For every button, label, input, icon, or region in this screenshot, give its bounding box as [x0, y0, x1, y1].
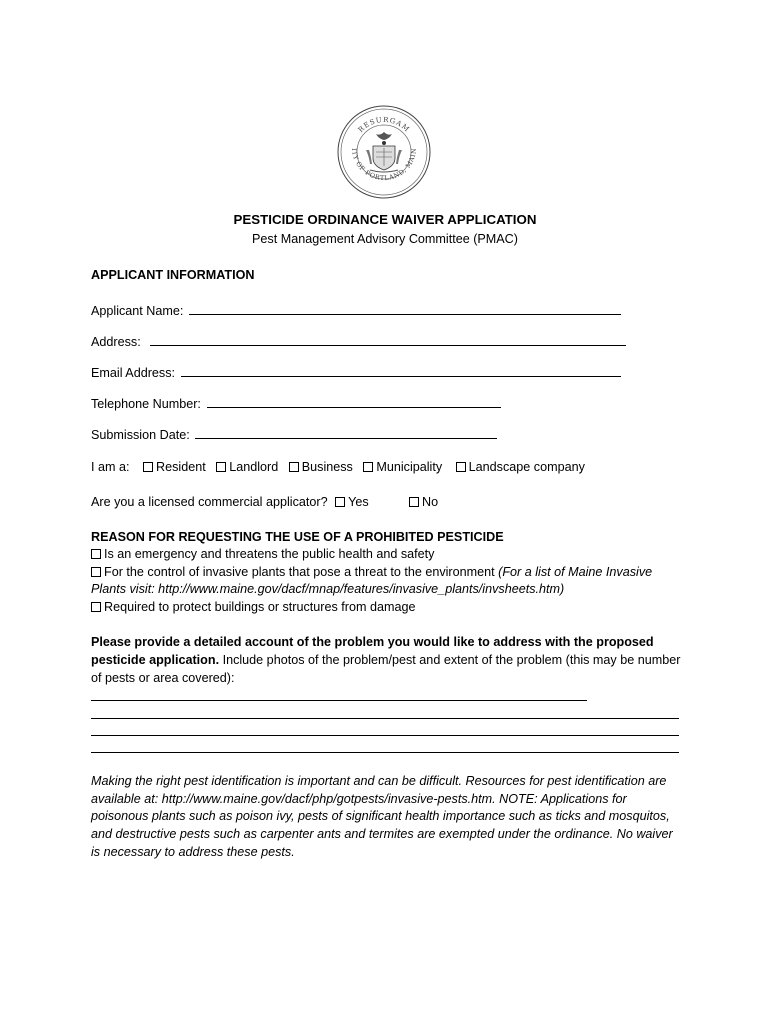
answer-line-2[interactable]	[91, 718, 679, 719]
licensed-no-checkbox[interactable]	[409, 497, 419, 507]
account-prompt-line3: of pests or area covered):	[91, 671, 235, 685]
landscape-company-checkbox[interactable]	[456, 462, 466, 472]
answer-line-3[interactable]	[91, 735, 679, 736]
footer-note-line3: poisonous plants such as poison ivy, pests of significant health importance such as ticks and mosquitos,	[91, 809, 670, 823]
option-landlord[interactable]: Landlord	[216, 460, 278, 474]
seal-icon	[336, 104, 432, 200]
footer-note-line1: Making the right pest identification is important and can be difficult. Resources for pest identification are	[91, 774, 667, 788]
email-row	[91, 365, 621, 380]
telephone-row	[91, 396, 501, 411]
municipality-checkbox[interactable]	[363, 462, 373, 472]
page-title: PESTICIDE ORDINANCE WAIVER APPLICATION	[233, 212, 537, 227]
address-row	[91, 334, 626, 349]
submission-date-label: Submission Date:	[91, 428, 190, 442]
reason-option-structures[interactable]: Required to protect buildings or structures from damage	[91, 600, 416, 614]
applicant-name-field[interactable]	[189, 303, 621, 315]
answer-line-4[interactable]	[91, 752, 679, 753]
licensed-question: Are you a licensed commercial applicator?	[91, 495, 328, 509]
emergency-checkbox[interactable]	[91, 549, 101, 559]
footer-note-line2: available at: http://www.maine.gov/dacf/php/gotpests/invasive-pests.htm. NOTE: Applications for	[91, 792, 627, 806]
city-seal	[336, 104, 432, 200]
address-label: Address:	[91, 335, 141, 349]
reason-option-emergency[interactable]: Is an emergency and threatens the public health and safety	[91, 547, 434, 561]
svg-text:CITY OF PORTLAND, MAINE	[336, 104, 418, 182]
option-business[interactable]: Business	[289, 460, 353, 474]
account-prompt-line2: pesticide application. Include photos of the problem/pest and extent of the problem (this may be number	[91, 653, 681, 667]
footer-note-line4: and destructive pests such as carpenter ants and termites are exempted under the ordinance. No waiver	[91, 827, 673, 841]
answer-line-1[interactable]	[91, 700, 587, 701]
invasive-checkbox[interactable]	[91, 567, 101, 577]
applicant-section-title: APPLICANT INFORMATION	[91, 268, 255, 282]
seal-top-text: RESURGAM	[356, 115, 412, 135]
email-label: Email Address:	[91, 366, 175, 380]
telephone-label: Telephone Number:	[91, 397, 201, 411]
landlord-checkbox[interactable]	[216, 462, 226, 472]
applicant-name-row	[91, 303, 621, 318]
footer-note-line5: is necessary to address these pests.	[91, 845, 295, 859]
licensed-no-option[interactable]: No	[409, 495, 438, 509]
email-field[interactable]	[181, 365, 621, 377]
reason-section-title: REASON FOR REQUESTING THE USE OF A PROHIBITED PESTICIDE	[91, 530, 504, 544]
address-field[interactable]	[150, 334, 626, 346]
option-resident[interactable]: Resident	[143, 460, 206, 474]
page-subtitle: Pest Management Advisory Committee (PMAC)	[252, 232, 518, 246]
submission-date-field[interactable]	[195, 427, 497, 439]
applicant-name-label: Applicant Name:	[91, 304, 184, 318]
telephone-field[interactable]	[207, 396, 501, 408]
business-checkbox[interactable]	[289, 462, 299, 472]
seal-ring-text: ITY OF PORTLAND, MAIN	[349, 147, 419, 183]
invasive-note: (For a list of Maine Invasive	[498, 565, 653, 579]
licensed-yes-option[interactable]: Yes	[335, 495, 369, 509]
licensed-yes-checkbox[interactable]	[335, 497, 345, 507]
reason-option-invasive[interactable]: For the control of invasive plants that pose a threat to the environment (For a list of Maine Invasive	[91, 565, 652, 579]
invasive-plants-link-text: Plants visit: http://www.maine.gov/dacf/mnap/features/invasive_plants/invsheets.htm)	[91, 582, 565, 596]
resident-checkbox[interactable]	[143, 462, 153, 472]
applicant-type-row	[91, 460, 585, 474]
applicant-type-label: I am a:	[91, 460, 130, 474]
licensed-applicator-row	[91, 495, 369, 509]
option-landscape-company[interactable]: Landscape company	[456, 460, 585, 474]
account-prompt-line1: Please provide a detailed account of the problem you would like to address with the proposed	[91, 635, 654, 649]
option-municipality[interactable]: Municipality	[363, 460, 442, 474]
structures-checkbox[interactable]	[91, 602, 101, 612]
submission-date-row	[91, 427, 497, 442]
